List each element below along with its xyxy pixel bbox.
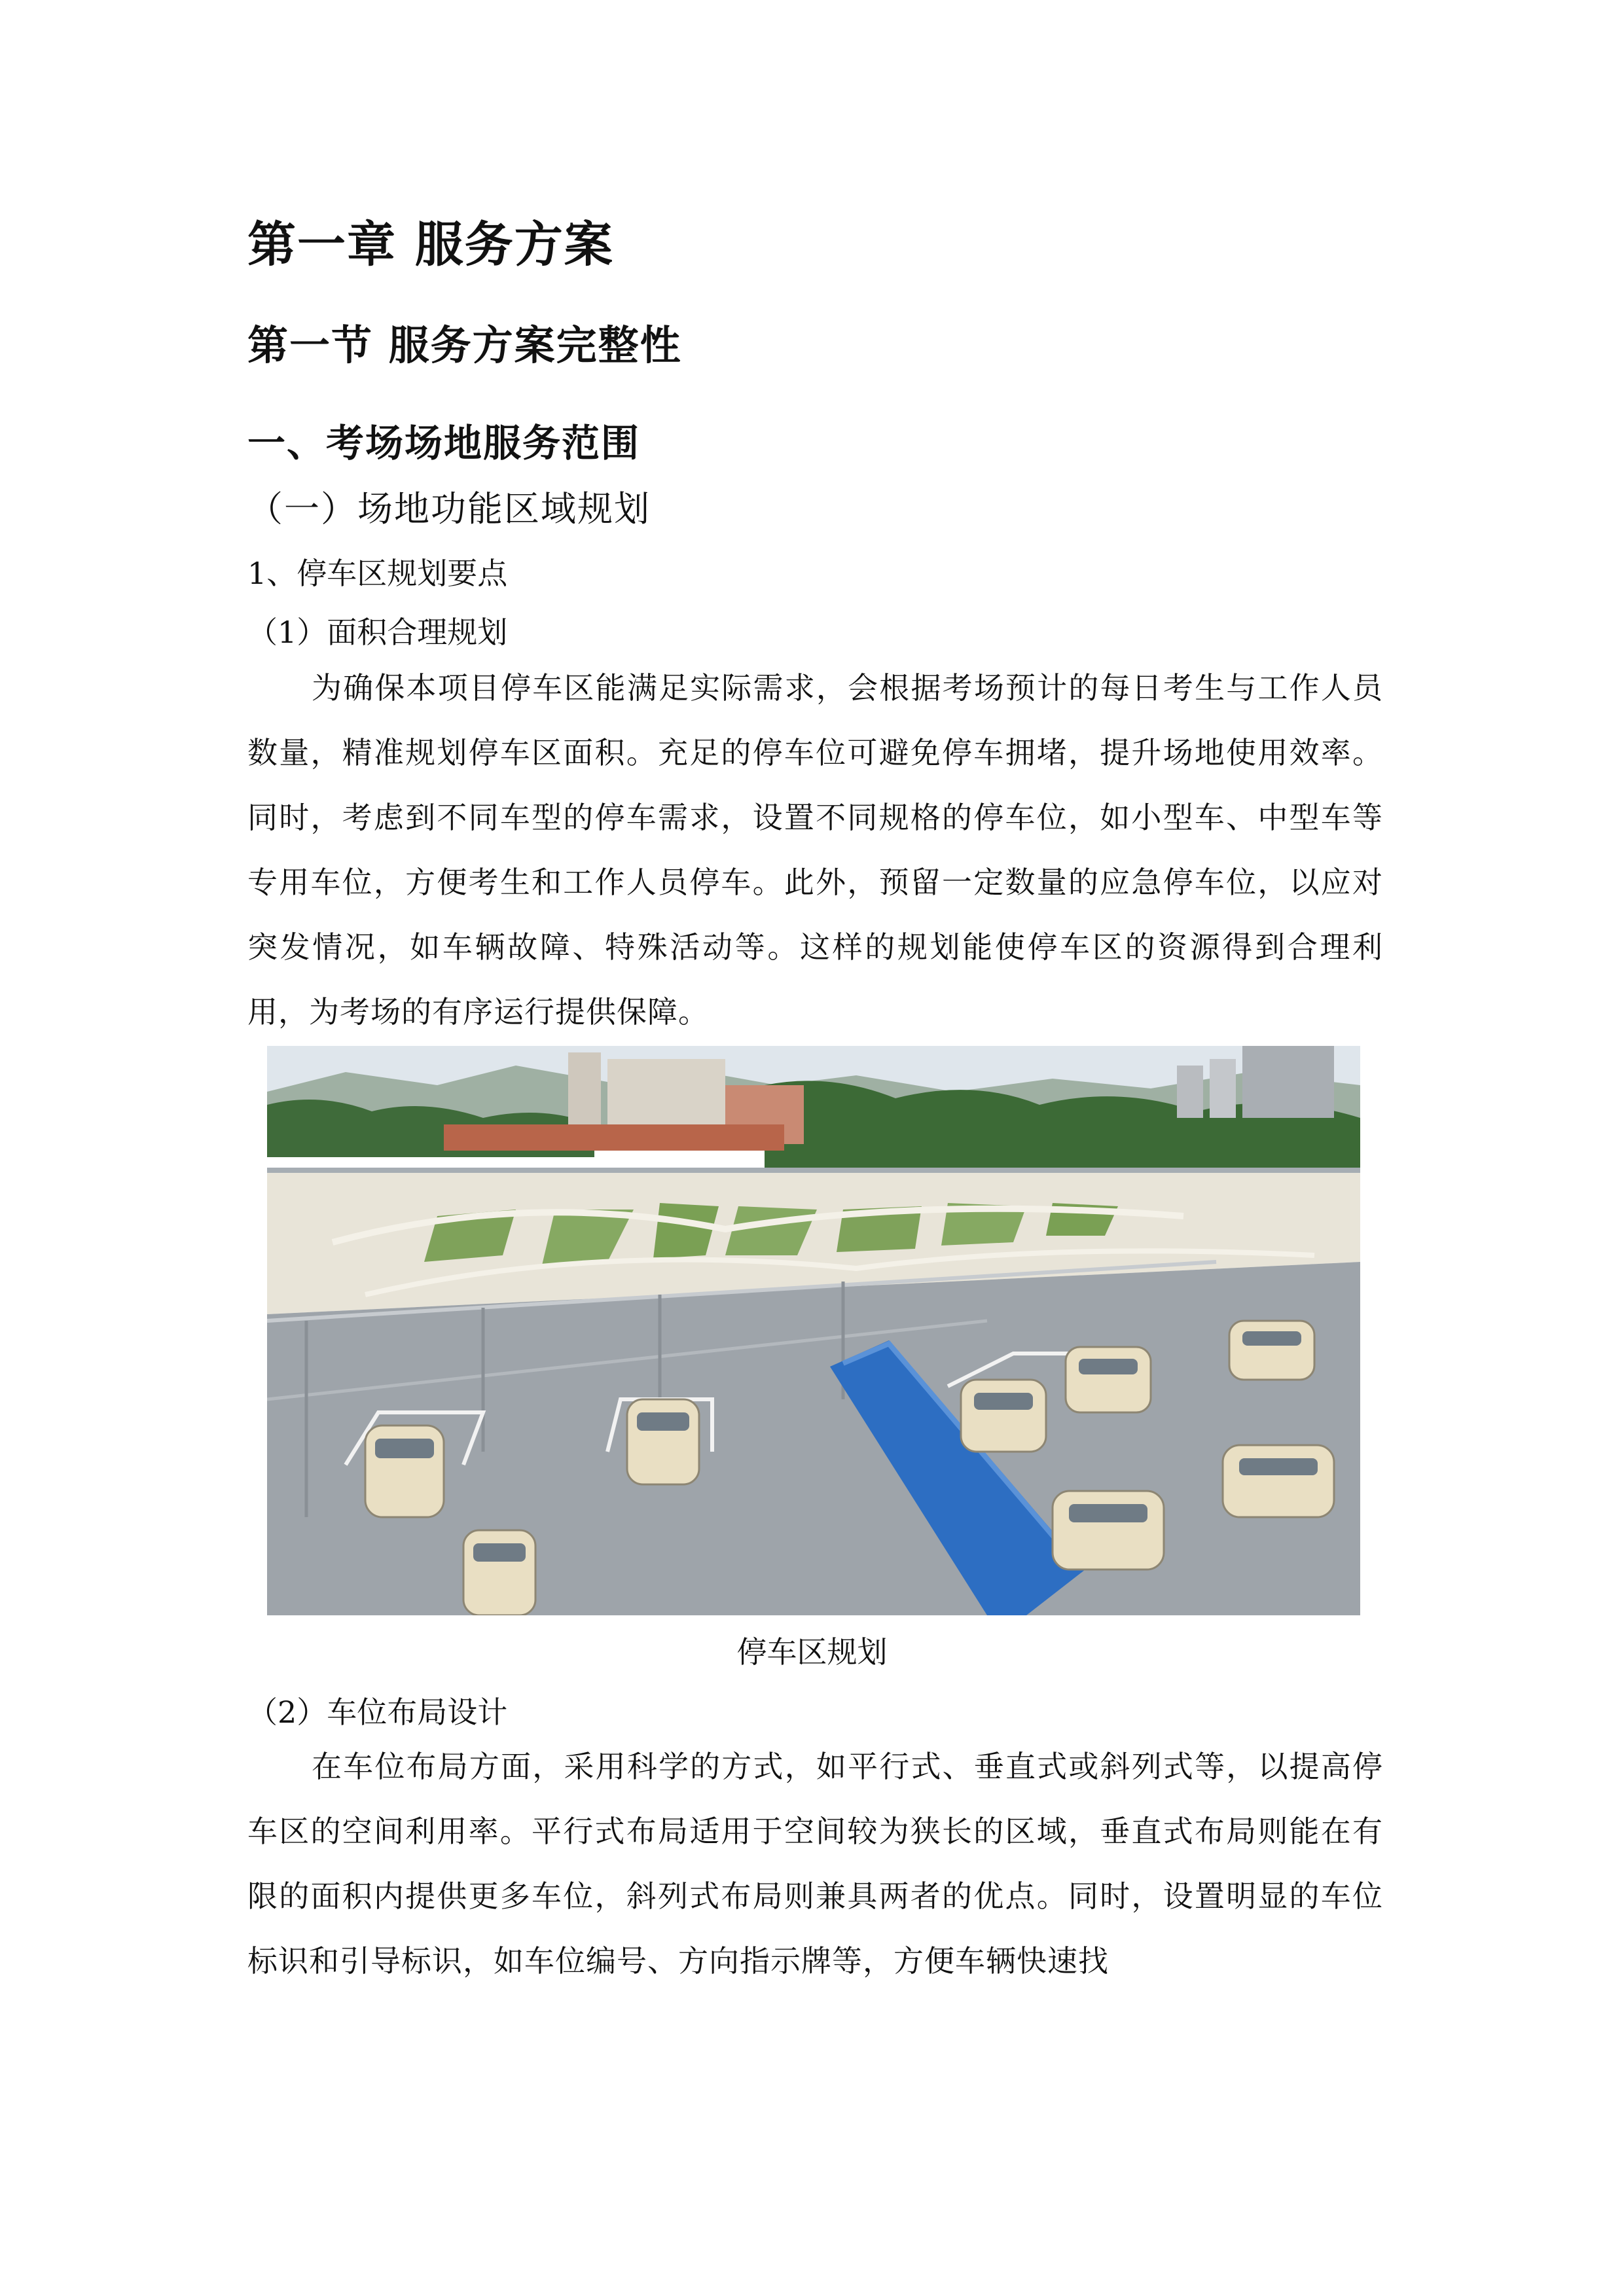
sub-item-1-title: （1）面积合理规划	[247, 615, 508, 650]
chapter-title: 第一章 服务方案	[247, 217, 614, 273]
sub-item-2-body: 在车位布局方面，采用科学的方式，如平行式、垂直式或斜列式等，以提高停车区的空间利用率。平行式布局适用于空间较为狭长的区域，垂直式布局则能在有限的面积内提供更多车位，斜列式布局则兼具两者的优点。同时，设置明显的车位标识和引导标识，如车位编号、方向指示牌等，方便车辆快速找	[247, 1749, 1383, 1979]
subsubsection-title: （一）场地功能区域规划	[247, 488, 651, 529]
sub-item-2-title: （2）车位布局设计	[247, 1695, 508, 1730]
figure-caption: 停车区规划	[736, 1634, 888, 1670]
section-title: 第一节 服务方案完整性	[247, 321, 682, 369]
sub-item-1-body: 为确保本项目停车区能满足实际需求，会根据考场预计的每日考生与工作人员数量，精准规划停车区面积。充足的停车位可避免停车拥堵，提升场地使用效率。同时，考虑到不同车型的停车需求，设置不同规格的停车位，如小型车、中型车等专用车位，方便考生和工作人员停车。此外，预留一定数量的应急停车位，以应对突发情况，如车辆故障、特殊活动等。这样的规划能使停车区的资源得到合理利用，为考场的有序运行提供保障。	[247, 670, 1383, 1030]
parking-area-photo	[267, 1046, 1360, 1615]
item-title: 1、停车区规划要点	[247, 556, 508, 591]
subsection-title: 一、考场场地服务范围	[247, 421, 641, 465]
